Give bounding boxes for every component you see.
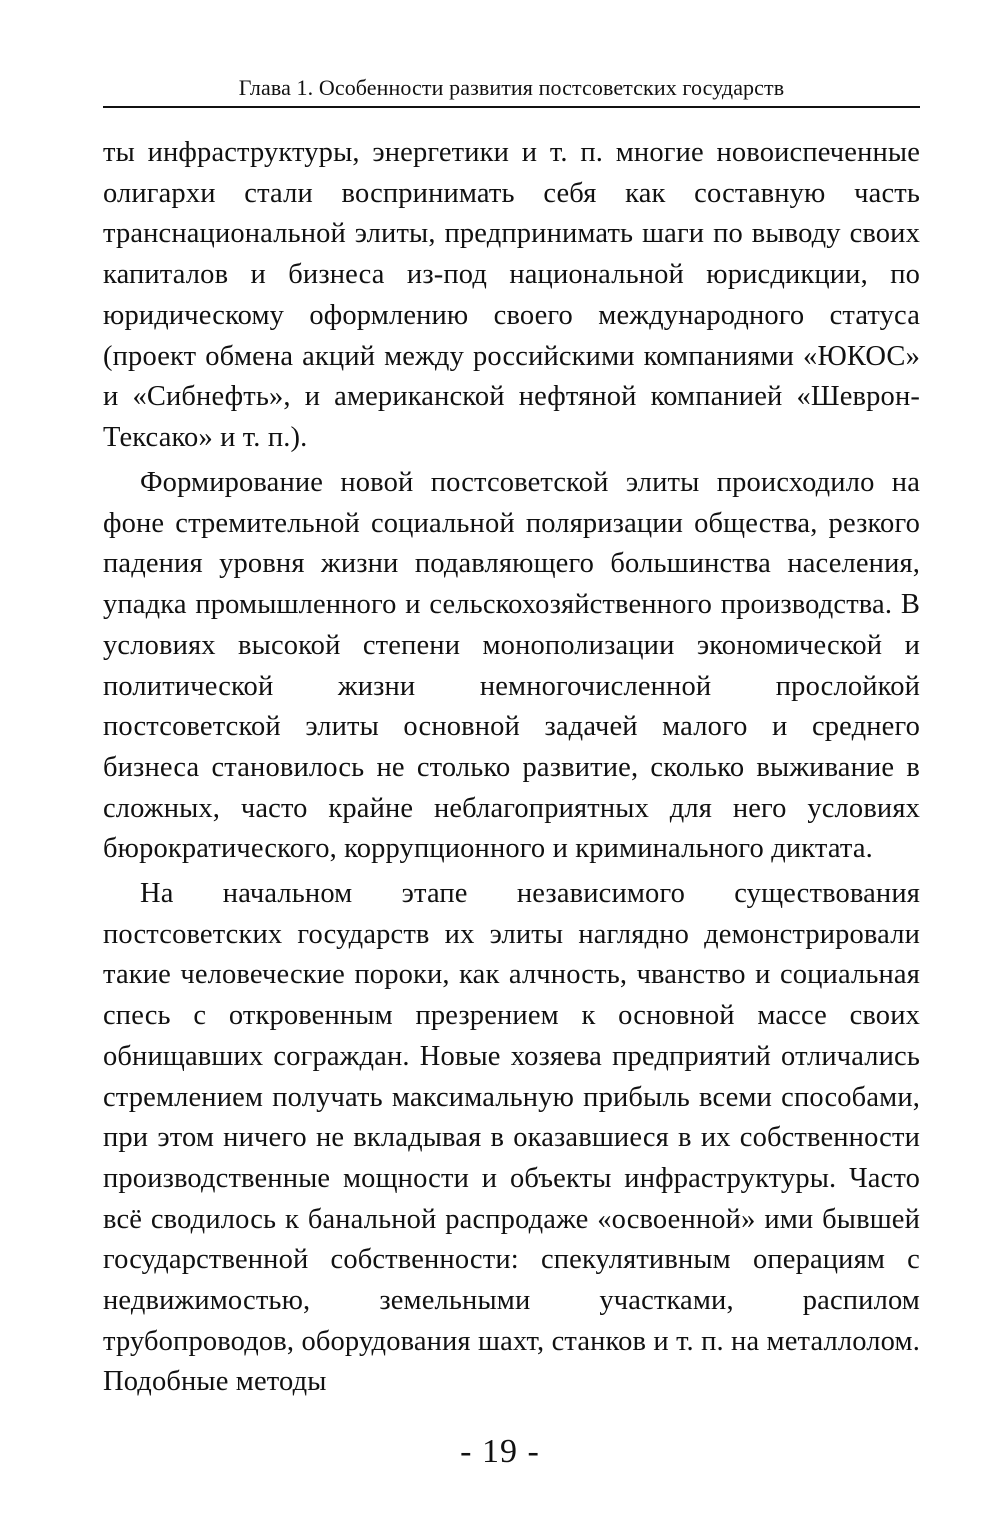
running-header: Глава 1. Особенности развития постсоветских государств [238, 75, 785, 100]
paragraph-initial-stage: На начальном этапе независимого существования постсоветских государств их элиты наглядно демонстрировали такие человеческие пороки, как алчность, чванство и социальная спесь с откровенным презрением к основной массе своих обнищавших сограждан. Новые хозяева предприятий отличались стремлением получать максимальную прибыль всеми способами, при этом ничего не вкладывая в оказавшиеся в их собственности производственные мощности и объекты инфраструктуры. Часто всё сводилось к банальной распродаже «освоенной» ими бывшей государственной собственности: спекулятивным операциям с недвижимостью, земельными участками, распилом трубопроводов, оборудования шахт, станков и т. п. на металлолом. Подобные методы [103, 878, 920, 1398]
page-number: - 19 - [460, 1433, 540, 1470]
header-divider [103, 106, 920, 108]
paragraph-continuation: ты инфраструктуры, энергетики и т. п. многие новоиспеченные олигархи стали воспринимать себя как составную часть транснациональной элиты, предпринимать шаги по выводу своих капиталов и бизнеса из-под национальной юрисдикции, по юридическому оформлению своего международного статуса (проект обмена акций между российскими компаниями «ЮКОС» и «Сибнефть», и американской нефтяной компанией «Шеврон-Тексако» и т. п.). [103, 137, 920, 453]
paragraph-elite-formation: Формирование новой постсоветской элиты происходило на фоне стремительной социальной поляризации общества, резкого падения уровня жизни подавляющего большинства населения, упадка промышленного и сельскохозяйственного производства. В условиях высокой степени монополизации экономической и политической жизни немногочисленной прослойкой постсоветской элиты основной задачей малого и среднего бизнеса становилось не столько развитие, сколько выживание в сложных, часто крайне неблагоприятных для него условиях бюрократического, коррупционного и криминального диктата. [103, 467, 920, 865]
body-text [103, 133, 920, 1403]
